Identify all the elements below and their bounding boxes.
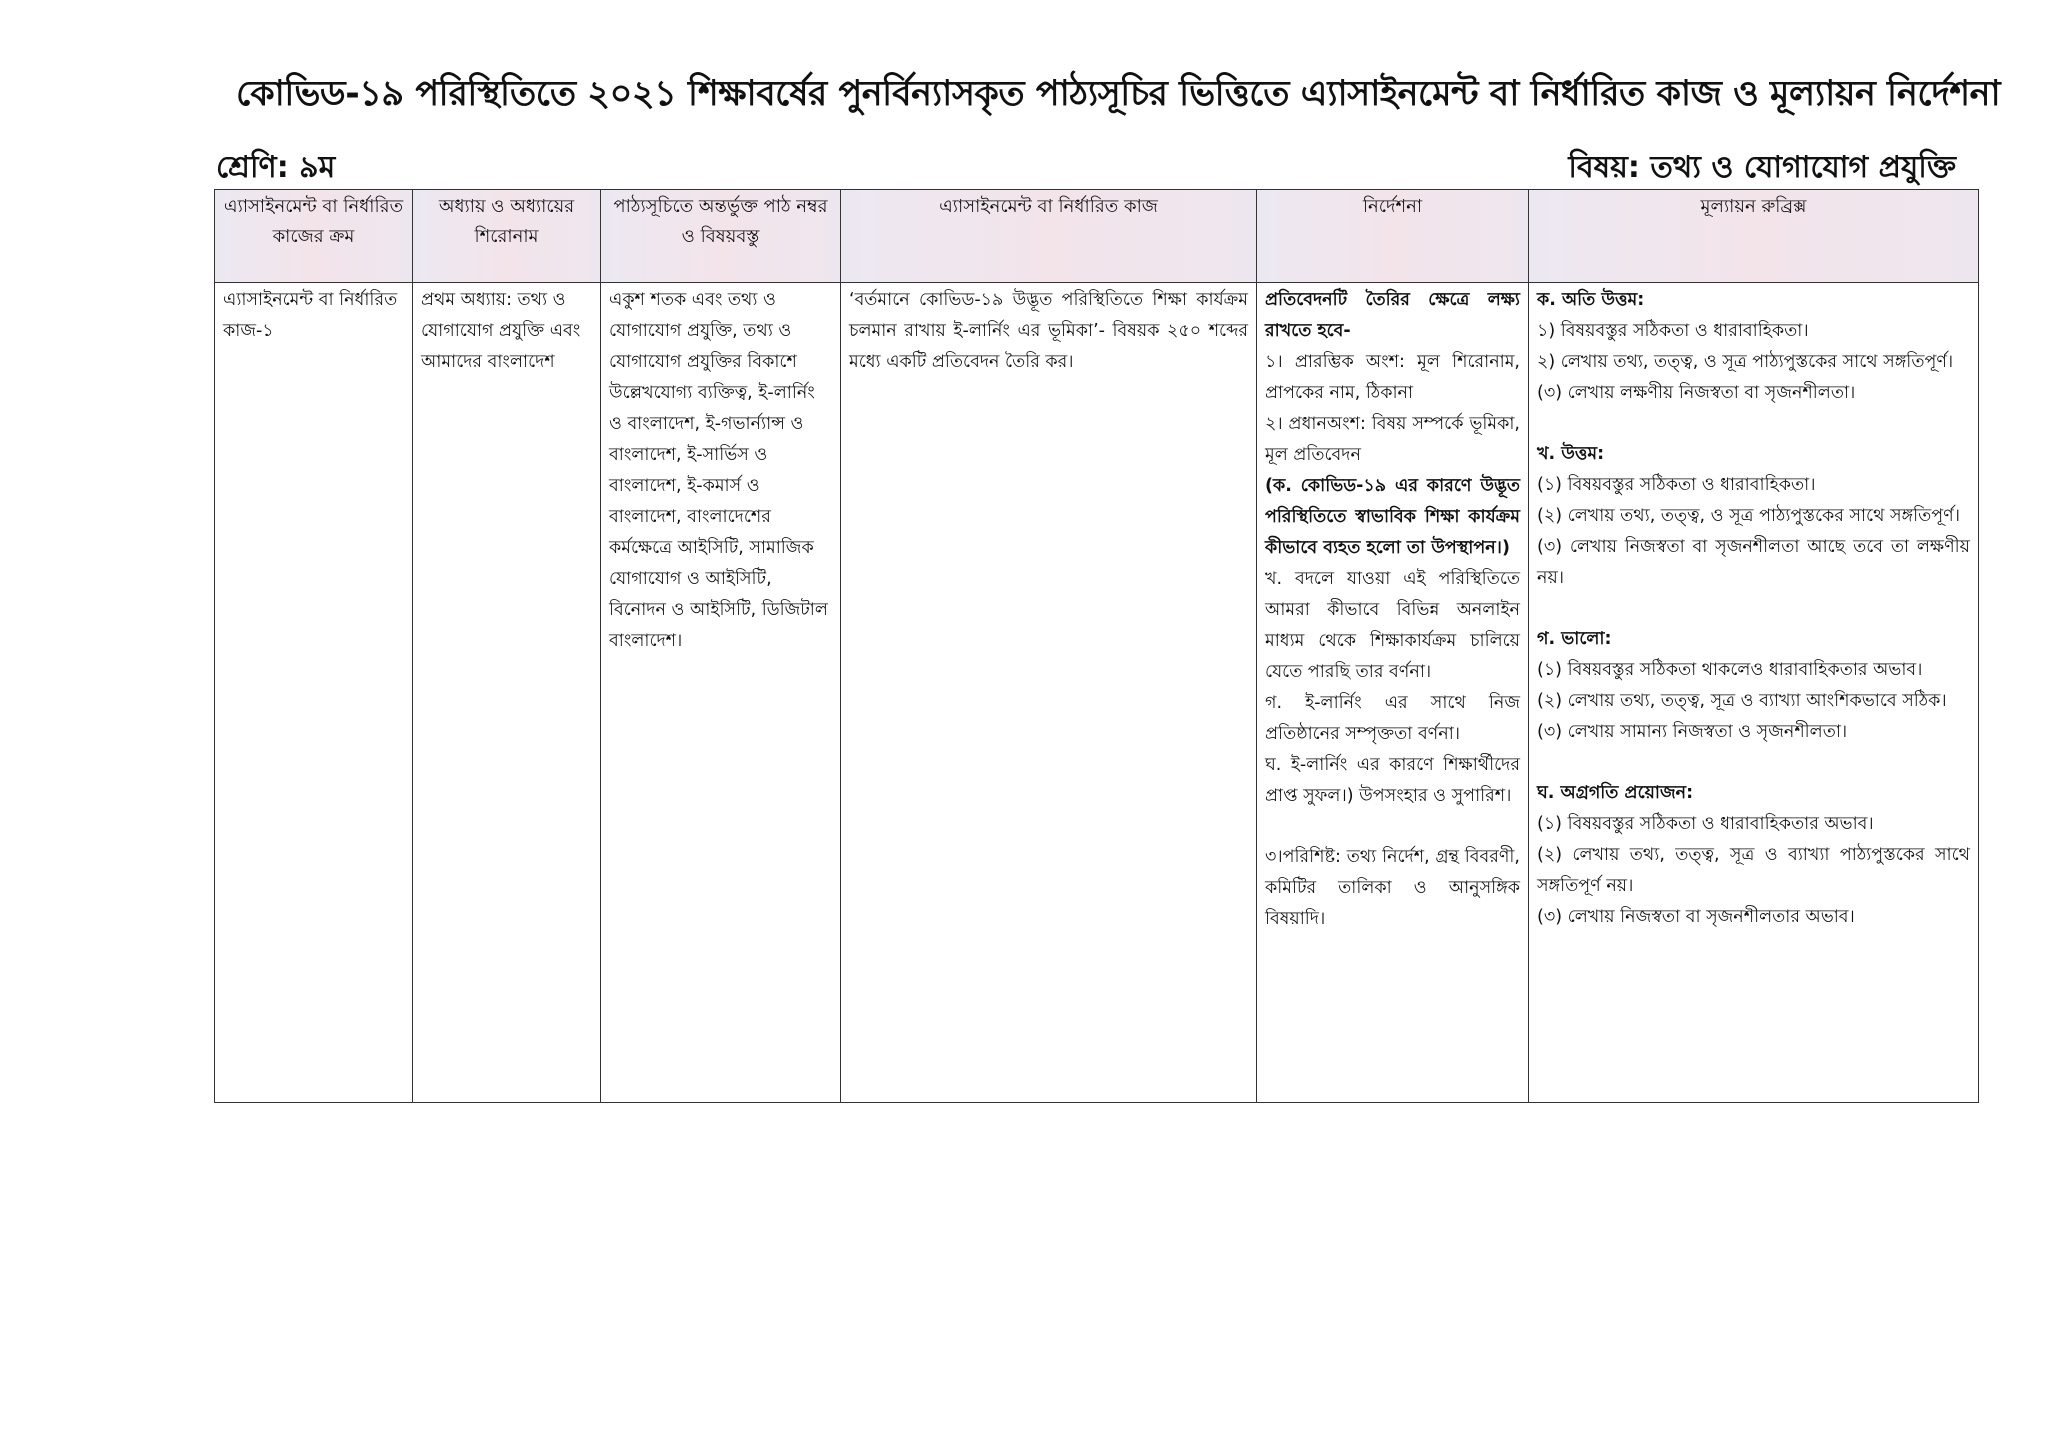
header-task: এ্যাসাইনমেন্ট বা নির্ধারিত কাজ bbox=[841, 190, 1257, 283]
rubric-item: (১) বিষয়বস্তুর সঠিকতা থাকলেও ধারাবাহিকতার অভাব। bbox=[1537, 660, 1923, 680]
header-rubric: মূল্যায়ন রুব্রিক্স bbox=[1529, 190, 1979, 283]
header-content: পাঠ্যসূচিতে অন্তর্ভুক্ত পাঠ নম্বর ও বিষয়বস্তু bbox=[601, 190, 841, 283]
instructions-kha: খ. বদলে যাওয়া এই পরিস্থিতিতে আমরা কীভাবে বিভিন্ন অনলাইন মাধ্যম থেকে শিক্ষাকার্যক্রম চালিয়ে যেতে পারছি তার বর্ণনা। bbox=[1265, 569, 1520, 682]
rubric-item: (২) লেখায় তথ্য, তত্ত্ব, ও সূত্র পাঠ্যপুস্তকের সাথে সঙ্গতিপূর্ণ। bbox=[1537, 506, 1960, 526]
rubric-item: (৩) লেখায় লক্ষণীয় নিজস্বতা বা সৃজনশীলতা। bbox=[1537, 383, 1856, 403]
cell-instructions bbox=[1257, 283, 1529, 1103]
rubric-item: ১) বিষয়বস্তুর সঠিকতা ও ধারাবাহিকতা। bbox=[1537, 321, 1809, 341]
instructions-intro: প্রতিবেদনটি তৈরির ক্ষেত্রে লক্ষ্য রাখতে হবে- bbox=[1265, 290, 1520, 341]
rubric-item: (৩) লেখায় নিজস্বতা বা সৃজনশীলতার অভাব। bbox=[1537, 907, 1855, 927]
rubric-fair-head: গ. ভালো: bbox=[1537, 629, 1612, 649]
rubric-item: (২) লেখায় তথ্য, তত্ত্ব, সূত্র ও ব্যাখ্যা পাঠ্যপুস্তকের সাথে সঙ্গতিপূর্ণ নয়। bbox=[1537, 845, 1970, 896]
table-header-row bbox=[215, 190, 1979, 283]
instructions-part-2: ২। প্রধানঅংশ: বিষয় সম্পর্কে ভূমিকা, মূল প্রতিবেদন bbox=[1265, 414, 1520, 465]
assignment-table bbox=[214, 189, 1979, 1103]
header-instructions: নির্দেশনা bbox=[1257, 190, 1529, 283]
subject-label: বিষয়: তথ্য ও যোগাযোগ প্রযুক্তি bbox=[1568, 150, 1956, 185]
cell-content: একুশ শতক এবং তথ্য ও যোগাযোগ প্রযুক্তি, তথ্য ও যোগাযোগ প্রযুক্তির বিকাশে উল্লেখযোগ্য ব্যক্তিত্ব, ই-লার্নিং ও বাংলাদেশ, ই-গভার্ন্যান্স ও বাংলাদেশ, ই-সার্ভিস ও বাংলাদেশ, ই-কমার্স ও বাংলাদেশ, বাংলাদেশের কর্মক্ষেত্রে আইসিটি, সামাজিক যোগাযোগ ও আইসিটি, বিনোদন ও আইসিটি, ডিজিটাল বাংলাদেশ। bbox=[601, 283, 841, 1103]
cell-task: ‘বর্তমানে কোভিড-১৯ উদ্ভূত পরিস্থিতিতে শিক্ষা কার্যক্রম চলমান রাখায় ই-লার্নিং এর ভূমিকা’- বিষয়ক ২৫০ শব্দের মধ্যে একটি প্রতিবেদন তৈরি কর। bbox=[841, 283, 1257, 1103]
cell-assignment-no: এ্যাসাইনমেন্ট বা নির্ধারিত কাজ-১ bbox=[215, 283, 413, 1103]
instructions-ka: (ক. কোভিড-১৯ এর কারণে উদ্ভূত পরিস্থিতিতে স্বাভাবিক শিক্ষা কার্যক্রম কীভাবে ব্যহত হলো তা উপস্থাপন।) bbox=[1265, 476, 1520, 558]
rubric-item: (১) বিষয়বস্তুর সঠিকতা ও ধারাবাহিকতা। bbox=[1537, 475, 1816, 495]
rubric-item: (৩) লেখায় সামান্য নিজস্বতা ও সৃজনশীলতা। bbox=[1537, 722, 1848, 742]
rubric-excellent-head: ক. অতি উত্তম: bbox=[1537, 290, 1645, 310]
rubric-good-head: খ. উত্তম: bbox=[1537, 444, 1605, 464]
instructions-part-3: ৩।পরিশিষ্ট: তথ্য নির্দেশ, গ্রন্থ বিবরণী, কমিটির তালিকা ও আনুসঙ্গিক বিষয়াদি। bbox=[1265, 847, 1520, 929]
rubric-item: (৩) লেখায় নিজস্বতা বা সৃজনশীলতা আছে তবে তা লক্ষণীয় নয়। bbox=[1537, 537, 1970, 588]
instructions-part-1: ১। প্রারম্ভিক অংশ: মূল শিরোনাম, প্রাপকের নাম, ঠিকানা bbox=[1265, 352, 1520, 403]
rubric-item: ২) লেখায় তথ্য, তত্ত্ব, ও সূত্র পাঠ্যপুস্তকের সাথে সঙ্গতিপূর্ণ। bbox=[1537, 352, 1954, 372]
table-row bbox=[215, 283, 1979, 1103]
header-assignment-no: এ্যাসাইনমেন্ট বা নির্ধারিত কাজের ক্রম bbox=[215, 190, 413, 283]
class-label: শ্রেণি: ৯ম bbox=[216, 150, 336, 185]
header-chapter: অধ্যায় ও অধ্যায়ের শিরোনাম bbox=[413, 190, 601, 283]
cell-rubric bbox=[1529, 283, 1979, 1103]
page-title: কোভিড-১৯ পরিস্থিতিতে ২০২১ শিক্ষাবর্ষের পুনর্বিন্যাসকৃত পাঠ্যসূচির ভিত্তিতে এ্যাসাইনমেন্ট বা নির্ধারিত কাজ ও মূল্যায়ন নির্দেশনা bbox=[236, 74, 2001, 114]
cell-chapter: প্রথম অধ্যায়: তথ্য ও যোগাযোগ প্রযুক্তি এবং আমাদের বাংলাদেশ bbox=[413, 283, 601, 1103]
instructions-ga: গ. ই-লার্নিং এর সাথে নিজ প্রতিষ্ঠানের সম্পৃক্ততা বর্ণনা। bbox=[1265, 693, 1520, 744]
rubric-item: (২) লেখায় তথ্য, তত্ত্ব, সূত্র ও ব্যাখ্যা আংশিকভাবে সঠিক। bbox=[1537, 691, 1947, 711]
rubric-needs-improvement-head: ঘ. অগ্রগতি প্রয়োজন: bbox=[1537, 783, 1694, 803]
rubric-item: (১) বিষয়বস্তুর সঠিকতা ও ধারাবাহিকতার অভাব। bbox=[1537, 814, 1874, 834]
instructions-gha: ঘ. ই-লার্নিং এর কারণে শিক্ষার্থীদের প্রাপ্ত সুফল।) উপসংহার ও সুপারিশ। bbox=[1265, 755, 1520, 806]
